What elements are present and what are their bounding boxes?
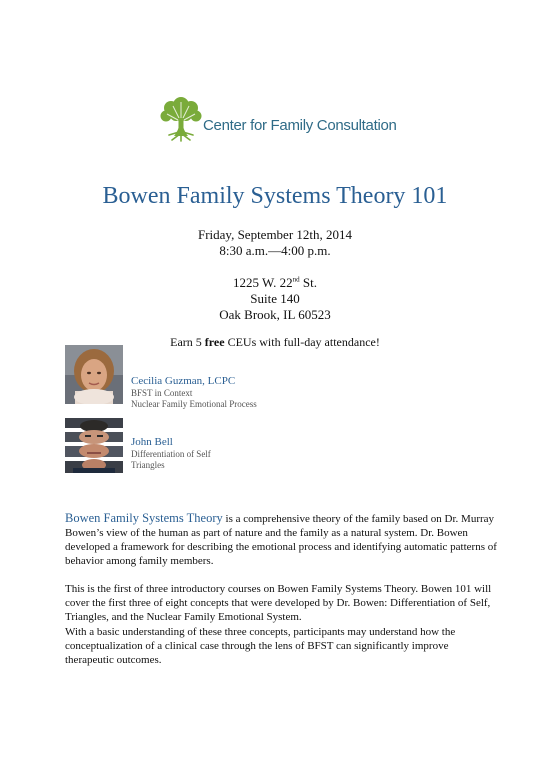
speaker-1-name: Cecilia Guzman, LCPC xyxy=(131,375,236,387)
speaker-2-topic-2: Triangles xyxy=(131,460,165,470)
speaker-2-name: John Bell xyxy=(131,436,173,448)
street-prefix: 1225 W. 22 xyxy=(233,275,293,290)
paragraph-intro-body: is a comprehensive theory of the family based on Dr. Murray Bowen’s view of the human as part of nature and the family as a natural system. Dr. Bowen developed a framework for describing the emotional process and identifying automatic patterns of behavior among family members. xyxy=(65,513,497,567)
page-title: Bowen Family Systems Theory 101 xyxy=(102,183,448,209)
address-street xyxy=(0,275,550,291)
event-time: 8:30 a.m.—4:00 p.m. xyxy=(219,243,331,258)
speaker-1 xyxy=(131,375,257,410)
speaker-photo-john xyxy=(65,418,123,475)
address-suite: Suite 140 xyxy=(250,291,300,306)
address-city: Oak Brook, IL 60523 xyxy=(219,307,331,322)
tree-icon xyxy=(160,96,202,142)
ceu-suffix: CEUs with full-day attendance! xyxy=(224,335,380,349)
paragraph-intro xyxy=(65,511,500,568)
speaker-1-topic-1: BFST in Context xyxy=(131,388,193,398)
ceu-prefix: Earn 5 xyxy=(170,335,205,349)
street-suffix: St. xyxy=(299,275,317,290)
street-superscript: nd xyxy=(292,275,300,284)
speaker-1-topic-2: Nuclear Family Emotional Process xyxy=(131,399,257,409)
event-address xyxy=(0,275,550,323)
paragraph-intro-lead: Bowen Family Systems Theory xyxy=(65,511,223,525)
event-datetime xyxy=(0,227,550,259)
paragraph-outcomes: With a basic understanding of these three concepts, participants may understand how the conceptualization of a clinical case through the lens of BFST can significantly improve therapeutic outcomes. xyxy=(65,626,456,666)
ceu-free: free xyxy=(204,335,225,349)
logo-text: Center for Family Consultation xyxy=(203,117,397,134)
logo xyxy=(160,96,395,142)
speaker-2 xyxy=(131,436,211,471)
paragraph-course: This is the first of three introductory courses on Bowen Family Systems Theory. Bowen 101 will cover the first three of eight concepts that were developed by Dr. Bowen: Differentiation of Self, Triangles, and the Nuclear Family Emotional System. xyxy=(65,583,492,623)
event-date: Friday, September 12th, 2014 xyxy=(197,227,353,242)
speaker-2-topic-1: Differentiation of Self xyxy=(131,449,211,459)
speaker-photo-cecilia xyxy=(65,345,123,404)
